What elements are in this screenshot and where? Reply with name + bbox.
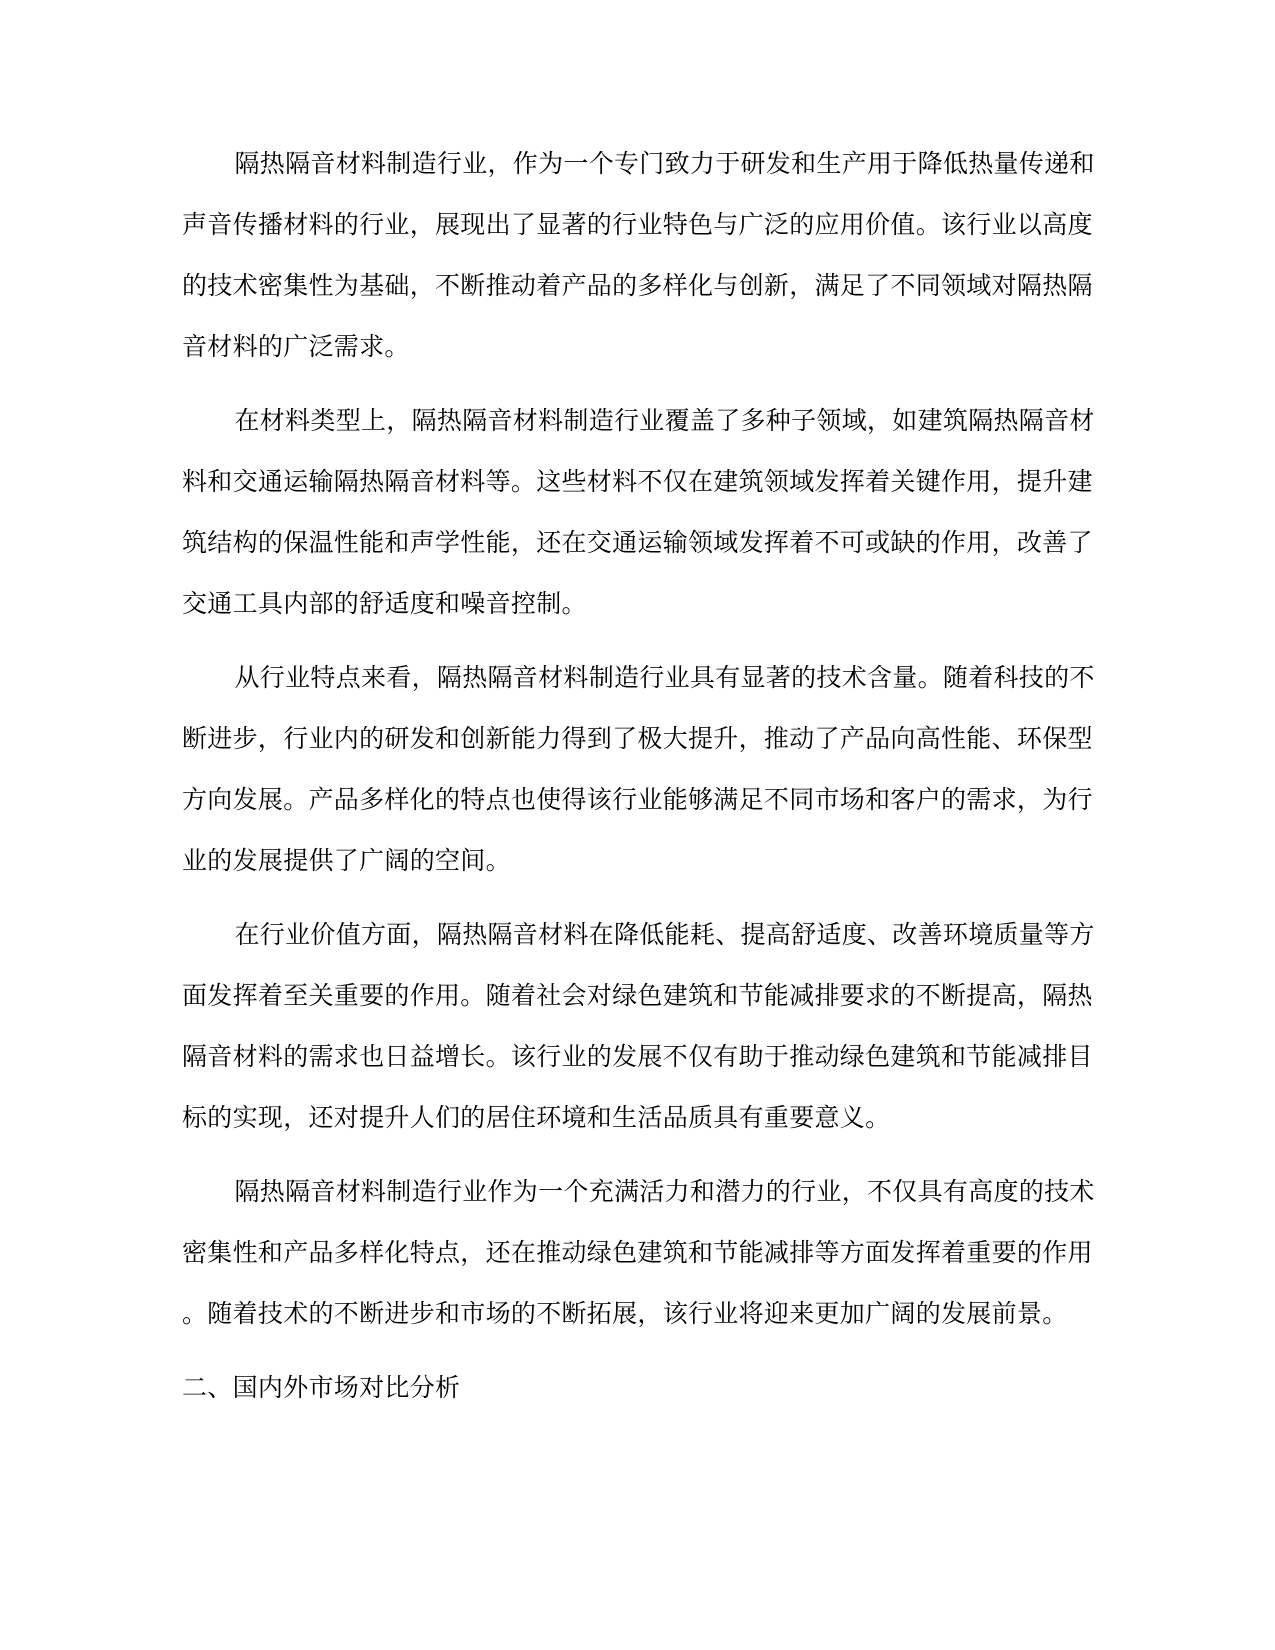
paragraph-industry-overview (182, 134, 1095, 378)
text-line: 标的实现，还对提升人们的居住环境和生活品质具有重要意义。 (182, 1104, 891, 1132)
paragraph-industry-features (182, 648, 1095, 892)
heading-line: 二、国内外市场对比分析 (182, 1374, 461, 1402)
text-line: 隔热隔音材料制造行业作为一个充满活力和潜力的行业，不仅具有高度的技术 (234, 1178, 1095, 1206)
text-line: 音材料的广泛需求。 (182, 333, 410, 361)
text-line: 在行业价值方面，隔热隔音材料在降低能耗、提高舒适度、改善环境质量等方 (234, 921, 1095, 949)
section-heading-market-comparison (182, 1358, 1095, 1419)
text-line: 在材料类型上，隔热隔音材料制造行业覆盖了多种子领域，如建筑隔热隔音材 (234, 407, 1095, 435)
text-line: 方向发展。产品多样化的特点也使得该行业能够满足不同市场和客户的需求，为行 (182, 786, 1093, 814)
text-line: 密集性和产品多样化特点，还在推动绿色建筑和节能减排等方面发挥着重要的作用 (182, 1239, 1093, 1267)
text-line: 。随着技术的不断进步和市场的不断拓展，该行业将迎来更加广阔的发展前景。 (182, 1300, 1068, 1328)
text-line: 断进步，行业内的研发和创新能力得到了极大提升，推动了产品向高性能、环保型 (182, 725, 1093, 753)
text-line: 隔音材料的需求也日益增长。该行业的发展不仅有助于推动绿色建筑和节能减排目 (182, 1043, 1093, 1071)
text-line: 从行业特点来看，隔热隔音材料制造行业具有显著的技术含量。随着科技的不 (234, 664, 1095, 692)
paragraph-conclusion (182, 1162, 1095, 1345)
text-line: 交通工具内部的舒适度和噪音控制。 (182, 590, 587, 618)
text-line: 的技术密集性为基础，不断推动着产品的多样化与创新，满足了不同领域对隔热隔 (182, 272, 1093, 300)
text-line: 隔热隔音材料制造行业，作为一个专门致力于研发和生产用于降低热量传递和 (234, 150, 1095, 178)
text-line: 料和交通运输隔热隔音材料等。这些材料不仅在建筑领域发挥着关键作用，提升建 (182, 468, 1093, 496)
text-line: 面发挥着至关重要的作用。随着社会对绿色建筑和节能减排要求的不断提高，隔热 (182, 982, 1093, 1010)
paragraph-material-types (182, 391, 1095, 635)
paragraph-industry-value (182, 905, 1095, 1149)
text-line: 业的发展提供了广阔的空间。 (182, 847, 511, 875)
text-line: 筑结构的保温性能和声学性能，还在交通运输领域发挥着不可或缺的作用，改善了 (182, 529, 1093, 557)
document-body (182, 134, 1095, 1419)
text-line: 声音传播材料的行业，展现出了显著的行业特色与广泛的应用价值。该行业以高度 (182, 211, 1093, 239)
